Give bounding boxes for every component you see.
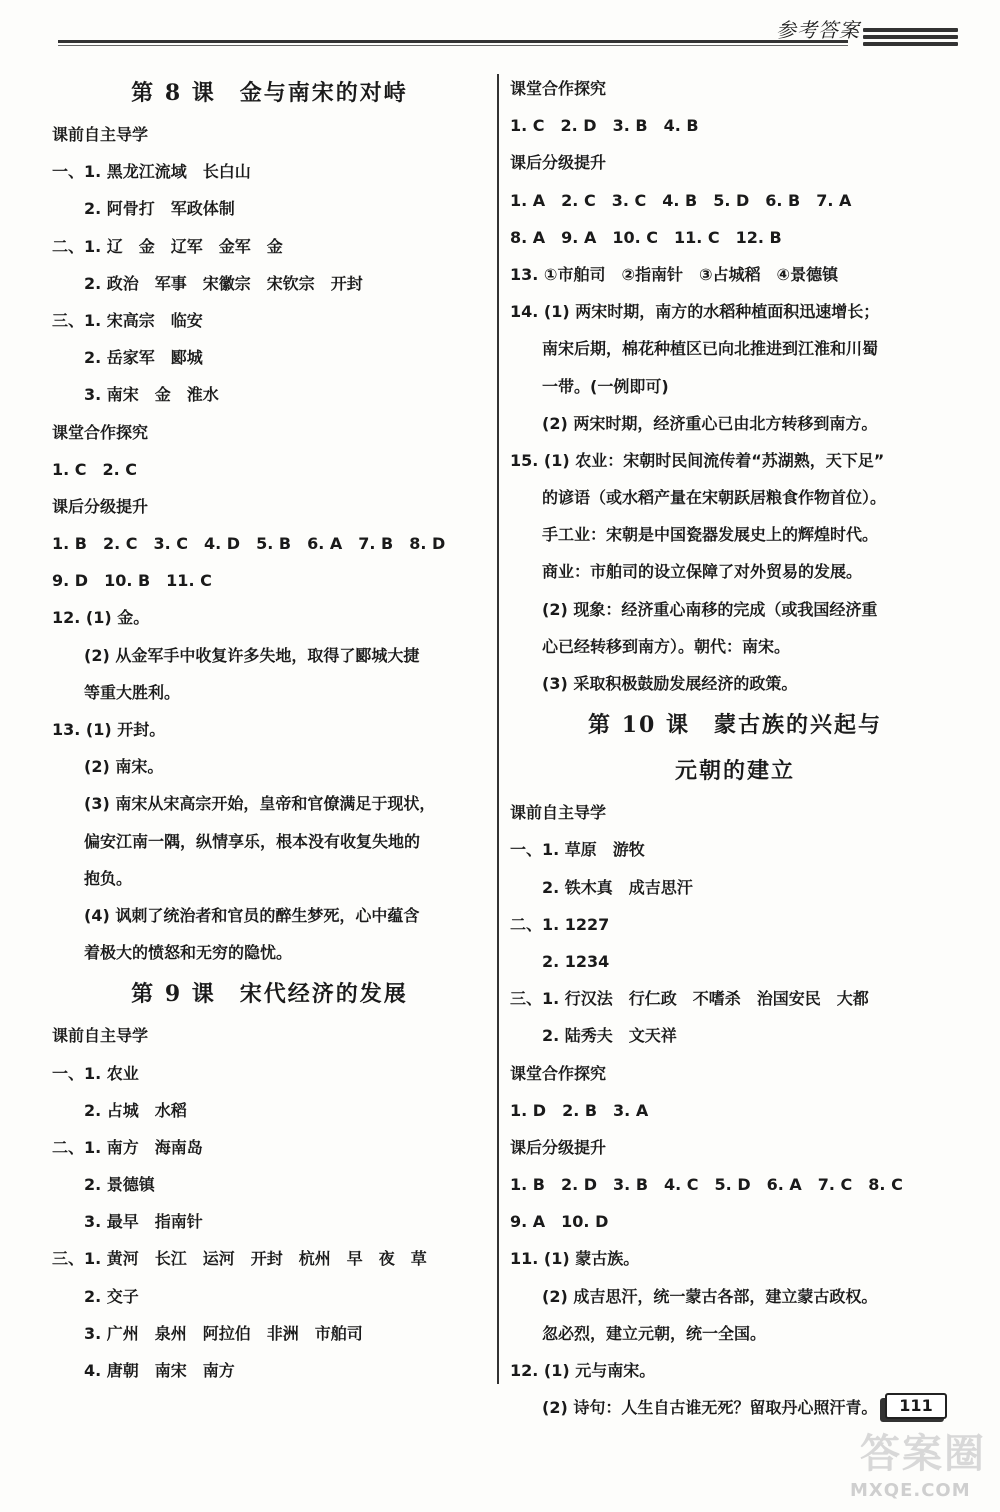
answer-line: 2. 政治 军事 宋徽宗 宋钦宗 开封 <box>84 273 363 293</box>
answer-line: 2. 岳家军 郾城 <box>84 348 203 368</box>
answer-line: 一、1. 草原 游牧 <box>510 840 645 860</box>
section-heading: 课前自主导学 <box>510 803 607 823</box>
answer-line: 手工业：宋朝是中国瓷器发展史上的辉煌时代。 <box>542 525 879 545</box>
answer-line: 2. 1234 <box>542 951 610 971</box>
answer-line: (4) 讽刺了统治者和官员的醉生梦死，心中蕴含 <box>84 905 420 925</box>
header-title: 参考答案 <box>776 18 860 42</box>
answer-line: 一、1. 黑龙江流域 长白山 <box>52 162 251 182</box>
section-heading: 课堂合作探究 <box>52 422 149 442</box>
answer-line: 9. D 10. B 11. C <box>52 571 212 591</box>
right-column <box>510 70 960 1426</box>
header-decoration <box>863 28 958 49</box>
answer-line: (2) 两宋时期，经济重心已由北方转移到南方。 <box>542 413 878 433</box>
answer-line: 心已经转移到南方）。朝代：南宋。 <box>542 636 791 656</box>
answer-line: 偏安江南一隅，纵情享乐，根本没有收复失地的 <box>84 831 421 851</box>
left-column <box>52 70 487 1389</box>
answer-line: 2. 陆秀夫 文天祥 <box>542 1026 677 1046</box>
answer-line: (3) 南宋从宋高宗开始，皇帝和官僚满足于现状， <box>84 794 436 814</box>
answer-line: 二、1. 南方 海南岛 <box>52 1137 203 1157</box>
answer-line: 1. B 2. C 3. C 4. D 5. B 6. A 7. B 8. D <box>52 534 446 554</box>
answer-line: 2. 占城 水稻 <box>84 1100 187 1120</box>
answer-line: 二、1. 1227 <box>510 914 610 934</box>
answer-line: 12. (1) 金。 <box>52 608 150 628</box>
answer-line: 13. (1) 开封。 <box>52 720 166 739</box>
answer-line: 三、1. 行汉法 行仁政 不嗜杀 治国安民 大都 <box>510 989 869 1009</box>
section-heading: 课后分级提升 <box>510 153 607 173</box>
answer-line: 12. (1) 元与南宋。 <box>510 1361 656 1380</box>
answer-line: 抱负。 <box>84 868 133 888</box>
lesson-title: 第 8 课 金与南宋的对峙 <box>131 80 408 106</box>
answer-line: 2. 交子 <box>84 1286 139 1306</box>
answer-line: 2. 景德镇 <box>84 1175 155 1195</box>
answer-line: 一带。(一例即可) <box>542 376 669 396</box>
answer-line: 一、1. 农业 <box>52 1063 139 1083</box>
answer-line: 商业：市舶司的设立保障了对外贸易的发展。 <box>542 562 863 582</box>
answer-line: 等重大胜利。 <box>84 682 181 702</box>
header-rule <box>58 40 848 43</box>
answer-line: 1. C 2. C <box>52 459 138 479</box>
answer-line: (2) 从金军手中收复许多失地，取得了郾城大捷 <box>84 645 420 665</box>
answer-line: 1. B 2. D 3. B 4. C 5. D 6. A 7. C 8. C <box>510 1175 903 1195</box>
lesson-title: 第 10 课 蒙古族的兴起与 <box>588 712 882 739</box>
answer-line: (2) 诗句：人生自古谁无死？留取丹心照汗青。 <box>542 1398 878 1418</box>
column-divider <box>497 74 499 1384</box>
answer-line: 1. D 2. B 3. A <box>510 1100 649 1120</box>
section-heading: 课堂合作探究 <box>510 79 607 98</box>
section-heading: 课堂合作探究 <box>510 1063 607 1083</box>
answer-line: 二、1. 辽 金 辽军 金军 金 <box>52 236 283 256</box>
watermark-url: MXQE.COM <box>850 1480 971 1501</box>
answer-line: 3. 南宋 金 淮水 <box>84 385 219 405</box>
page-number: 111 <box>885 1393 947 1419</box>
answer-line: (2) 南宋。 <box>84 757 164 777</box>
answer-line: 着极大的愤怒和无穷的隐忧。 <box>84 943 293 963</box>
answer-line: 1. C 2. D 3. B 4. B <box>510 116 699 136</box>
section-heading: 课前自主导学 <box>52 1026 149 1046</box>
answer-line: 2. 阿骨打 军政体制 <box>84 199 235 219</box>
answer-line: 的谚语（或水稻产量在宋朝跃居粮食作物首位）。 <box>542 488 887 508</box>
answer-line: 三、1. 宋高宗 临安 <box>52 310 203 330</box>
answer-line: (2) 现象：经济重心南移的完成（或我国经济重 <box>542 599 878 619</box>
answer-line: 3. 最早 指南针 <box>84 1212 203 1232</box>
answer-line: 4. 唐朝 南宋 南方 <box>84 1361 235 1380</box>
answer-line: 13. ①市舶司 ②指南针 ③占城稻 ④景德镇 <box>510 264 839 284</box>
answer-line: 2. 铁木真 成吉思汗 <box>542 877 693 897</box>
section-heading: 课前自主导学 <box>52 125 149 144</box>
lesson-title: 元朝的建立 <box>674 758 795 785</box>
answer-line: 1. A 2. C 3. C 4. B 5. D 6. B 7. A <box>510 190 852 210</box>
lesson-title: 第 9 课 宋代经济的发展 <box>131 981 408 1008</box>
header-rule-thin <box>58 45 848 46</box>
answer-line: 8. A 9. A 10. C 11. C 12. B <box>510 227 782 247</box>
answer-line: (2) 成吉思汗，统一蒙古各部，建立蒙古政权。 <box>542 1286 878 1306</box>
answer-line: 南宋后期，棉花种植区已向北推进到江淮和川蜀 <box>542 339 879 359</box>
answer-line: 三、1. 黄河 长江 运河 开封 杭州 早 夜 草 <box>52 1249 427 1269</box>
answer-line: 忽必烈，建立元朝，统一全国。 <box>542 1323 767 1343</box>
answer-line: 9. A 10. D <box>510 1212 609 1232</box>
answer-line: 15. (1) 农业：宋朝时民间流传着“苏湖熟，天下足” <box>510 450 885 470</box>
answer-line: (3) 采取积极鼓励发展经济的政策。 <box>542 674 798 693</box>
answer-line: 3. 广州 泉州 阿拉伯 非洲 市舶司 <box>84 1323 363 1343</box>
answer-line: 14. (1) 两宋时期，南方的水稻种植面积迅速增长； <box>510 302 880 322</box>
section-heading: 课后分级提升 <box>510 1137 607 1157</box>
section-heading: 课后分级提升 <box>52 496 149 516</box>
answer-line: 11. (1) 蒙古族。 <box>510 1249 640 1269</box>
watermark-logo: 答案圈 <box>860 1431 986 1477</box>
